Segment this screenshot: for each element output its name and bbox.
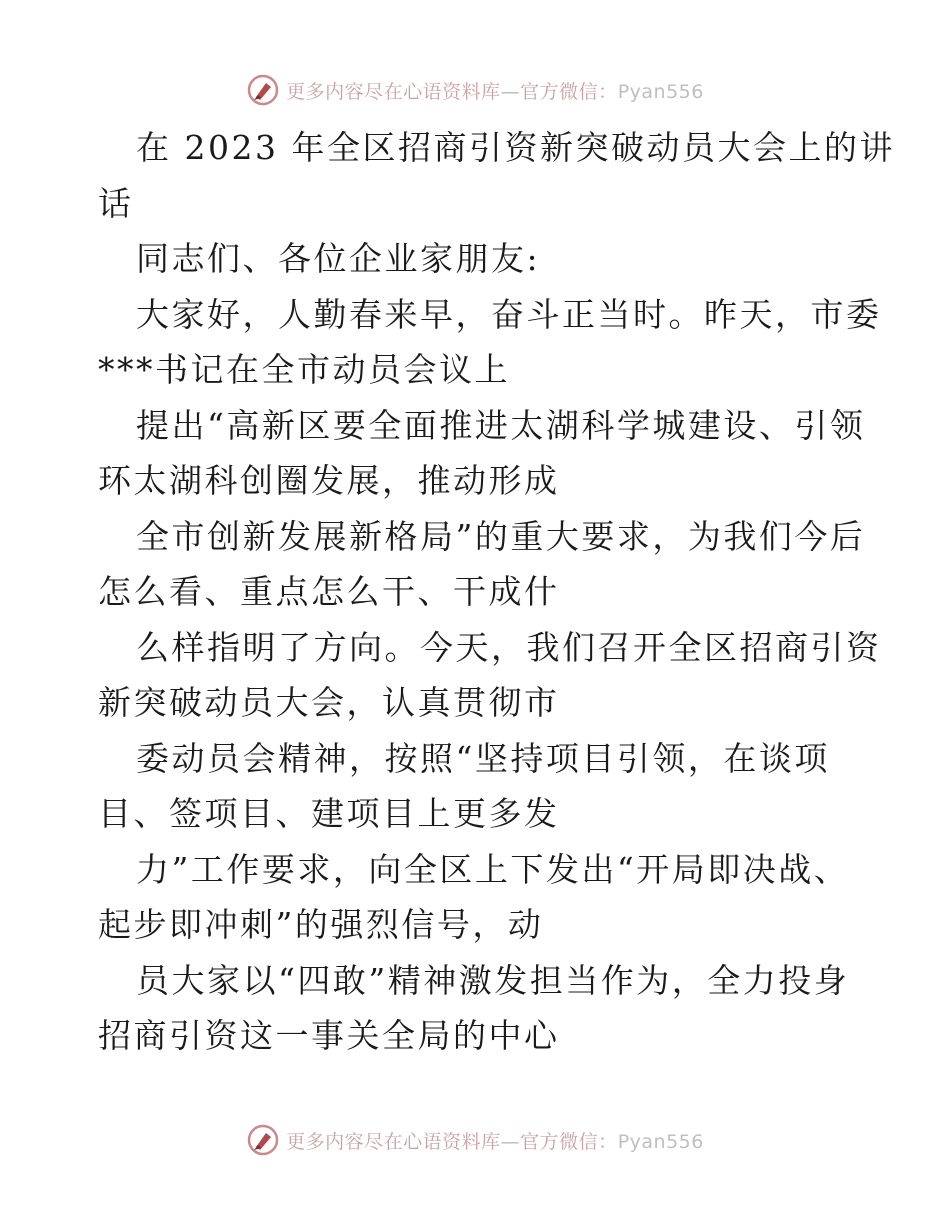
watermark-separator: — [500,1130,521,1153]
text-line: 新突破动员大会，认真贯彻市 [98,683,560,722]
text-line: 同志们、各位企业家朋友: [136,239,541,278]
text-line: ***书记在全市动员会议上 [98,350,510,389]
watermark-contact: 官方微信： [520,80,618,103]
text-line: 怎么看、重点怎么干、干成什 [98,572,560,611]
watermark-brand: 更多内容尽在心语资料库 [286,80,501,103]
document-title-line: 在 2023 年全区招商引资新突破动员大会上的讲 [136,128,895,167]
text-line: 员大家以“四敢”精神激发担当作为，全力投身 [136,960,850,1000]
watermark-wechat-id: Pyan556 [617,80,704,103]
document-body [98,120,895,1064]
pen-nib-logo-icon [246,73,280,107]
pen-nib-logo-icon [246,1123,280,1157]
text-line: 目、签项目、建项目上更多发 [98,794,560,833]
watermark-brand: 更多内容尽在心语资料库 [286,1130,501,1153]
header-watermark [0,70,950,110]
text-line: 话 [98,183,134,223]
text-line: 力”工作要求，向全区上下发出“开局即决战、 [136,849,850,889]
text-line: 招商引资这一事关全局的中心 [98,1016,560,1055]
text-line: 委动员会精神，按照“坚持项目引领，在谈项 [136,738,830,778]
text-line: 起步即冲刺”的强烈信号，动 [98,905,544,944]
watermark-wechat-id: Pyan556 [617,1130,704,1153]
text-line: 提出“高新区要全面推进太湖科学城建设、引领 [136,405,866,445]
watermark-contact: 官方微信： [520,1130,618,1153]
text-line: 环太湖科创圈发展，推动形成 [98,461,560,500]
watermark-separator: — [500,80,521,103]
text-line: 全市创新发展新格局”的重大要求，为我们今后 [136,516,866,556]
text-line: 大家好，人勤春来早，奋斗正当时。昨天，市委 [136,294,882,334]
footer-watermark [0,1120,950,1160]
text-line: 么样指明了方向。今天，我们召开全区招商引资 [136,627,882,667]
